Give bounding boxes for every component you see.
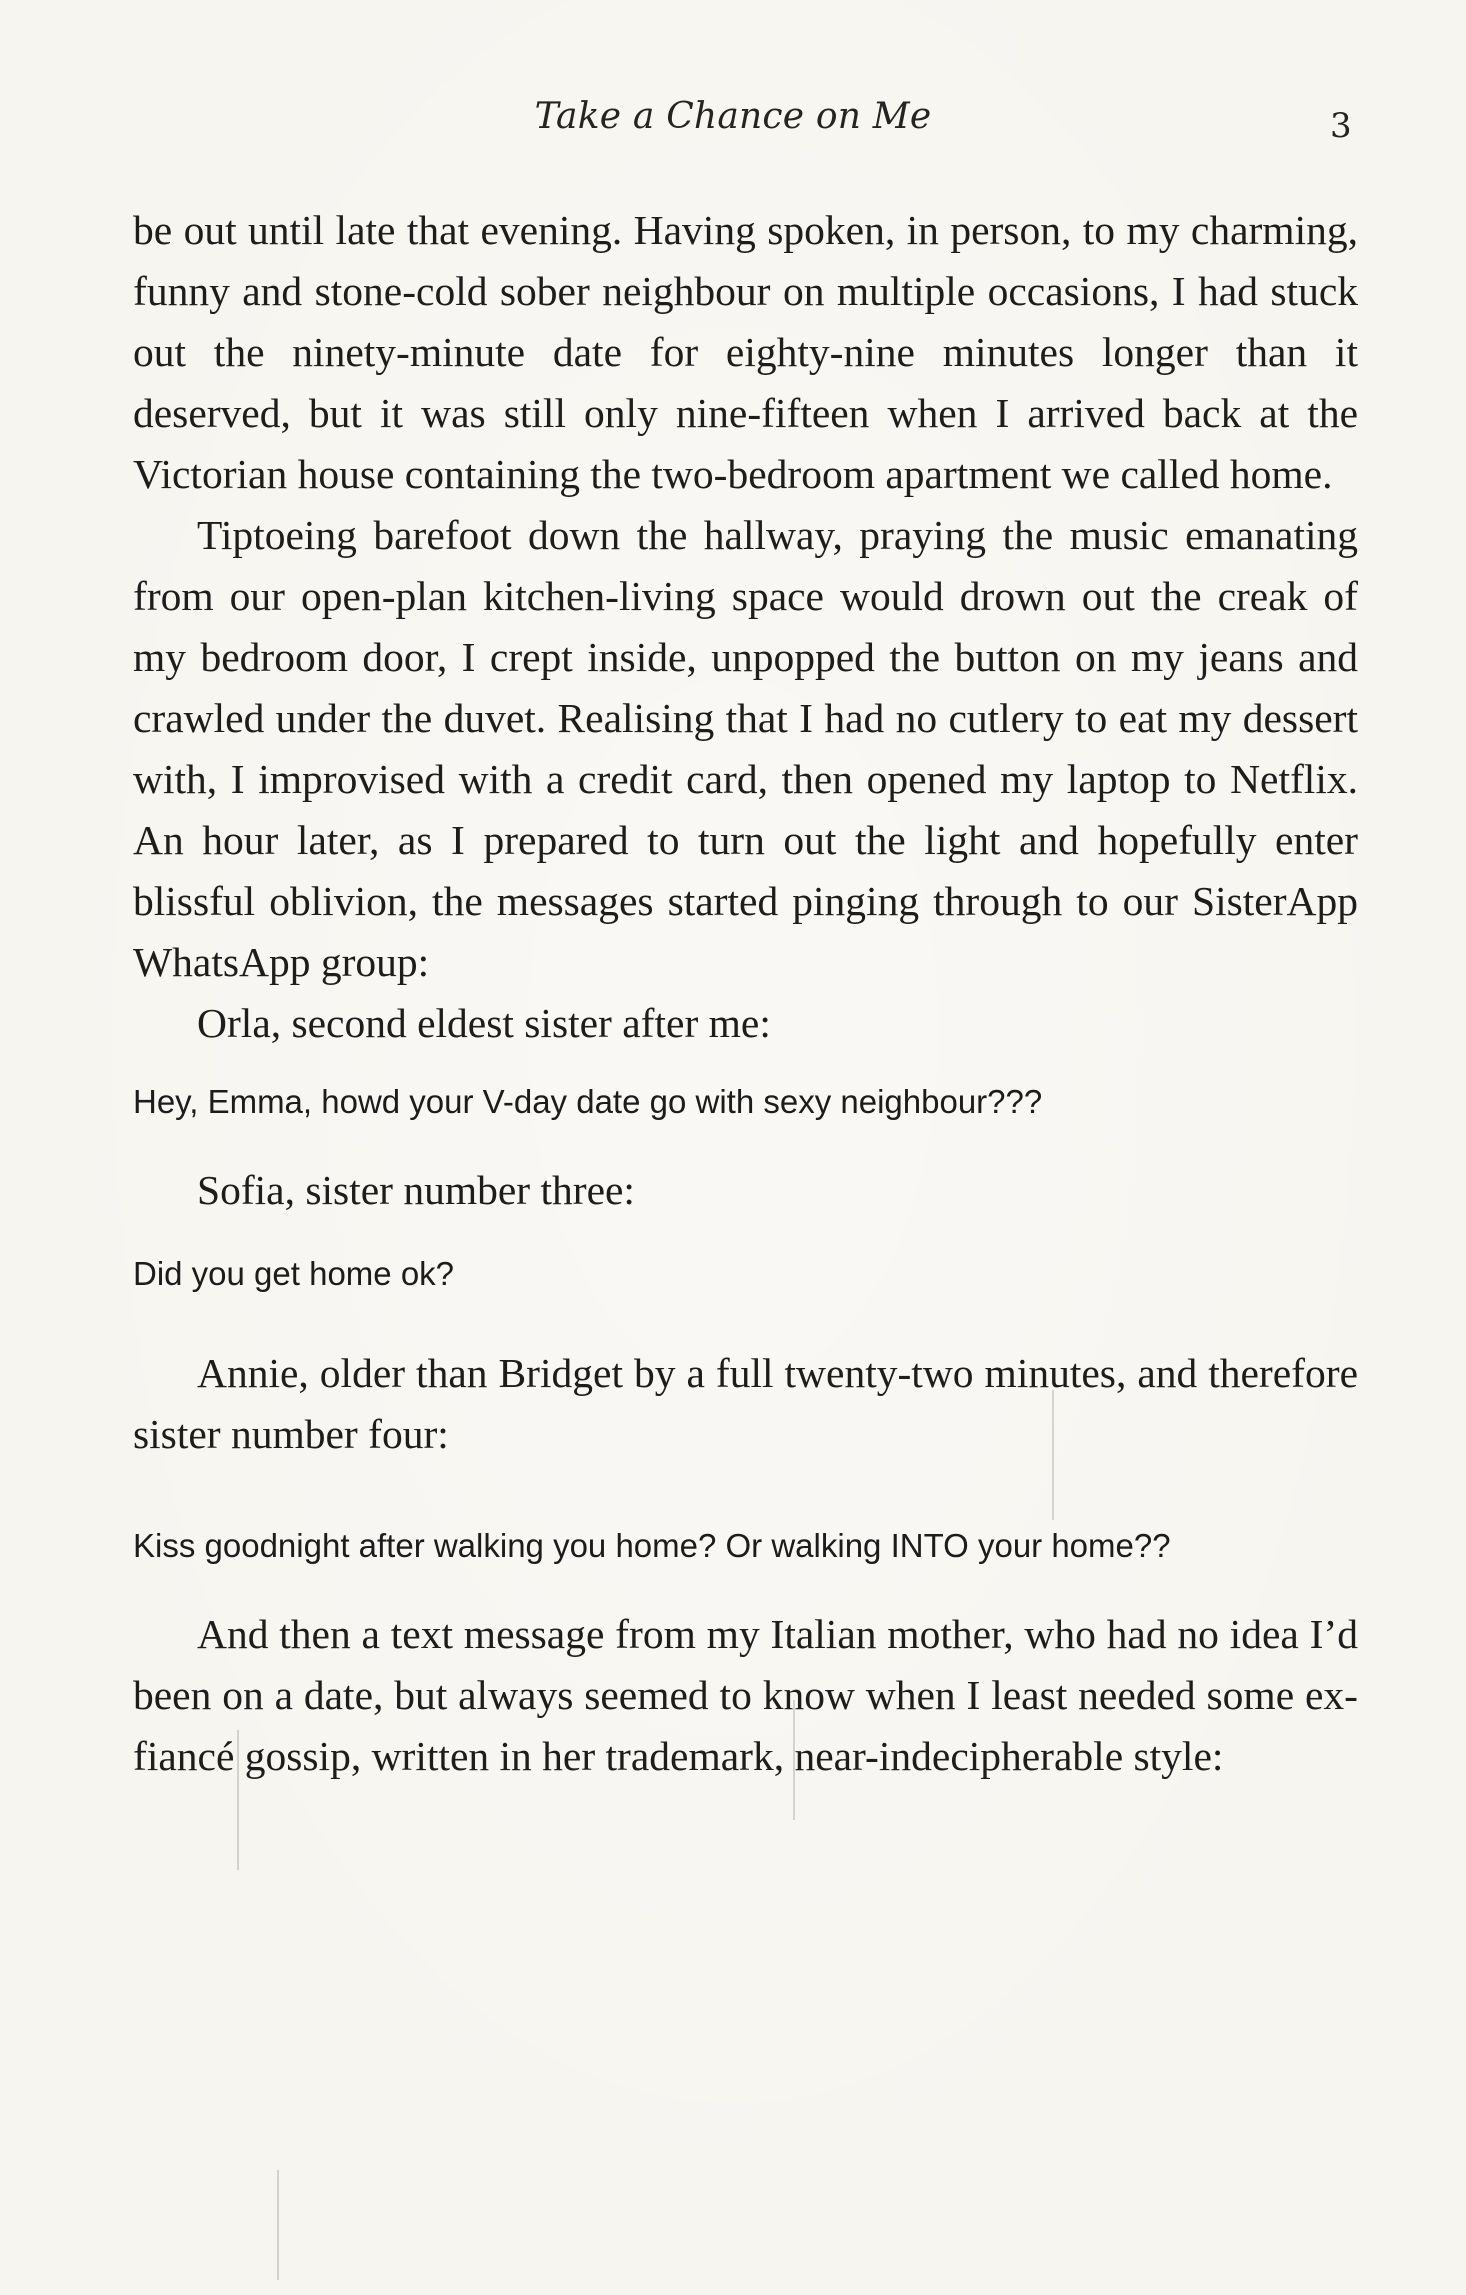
message-orla: Hey, Emma, howd your V-day date go with sexy neighbour??? (133, 1083, 1043, 1120)
paragraph-annie-intro: Annie, older than Bridget by a full twenty-two minutes, and therefore sister number four: (133, 1350, 1358, 1457)
paragraph-sofia-intro: Sofia, sister number three: (197, 1167, 635, 1213)
paragraph-mother-intro: And then a text message from my Italian mother, who had no idea I’d been on a date, but always seemed to know when I least needed some ex-fiancé gossip, written in her trademark, near-indecipherable style: (133, 1611, 1358, 1779)
scan-artifact (277, 2170, 279, 2280)
page-number: 3 (1330, 106, 1352, 146)
paragraph-2: Tiptoeing barefoot down the hallway, praying the music emanating from our open-plan kitchen-living space would drown out the creak of my bedroom door, I crept inside, unpopped the button on my jeans and crawled under the duvet. Realising that I had no cutlery to eat my dessert with, I improvised with a credit card, then opened my laptop to Netflix. An hour later, as I prepared to turn out the light and hopefully enter blissful oblivion, the messages started pinging through to our SisterApp WhatsApp group: (133, 512, 1358, 985)
running-head (0, 92, 1466, 152)
running-head-title: Take a Chance on Me (534, 96, 932, 137)
paragraph-1: be out until late that evening. Having spoken, in person, to my charming, funny and stone-cold sober neighbour on multiple occasions, I had stuck out the ninety-minute date for eighty-nine minutes longer than it deserved, but it was still only nine-fifteen when I arrived back at the Victorian house containing the two-bedroom apartment we called home. (133, 207, 1358, 497)
scan-artifact (237, 1730, 239, 1870)
scan-artifact (793, 1700, 795, 1820)
scan-artifact (1052, 1390, 1054, 1520)
message-sofia: Did you get home ok? (133, 1255, 455, 1292)
body-text (133, 200, 1358, 1787)
paragraph-orla-intro: Orla, second eldest sister after me: (197, 1000, 771, 1046)
message-annie: Kiss goodnight after walking you home? Or walking INTO your home?? (133, 1527, 1171, 1564)
